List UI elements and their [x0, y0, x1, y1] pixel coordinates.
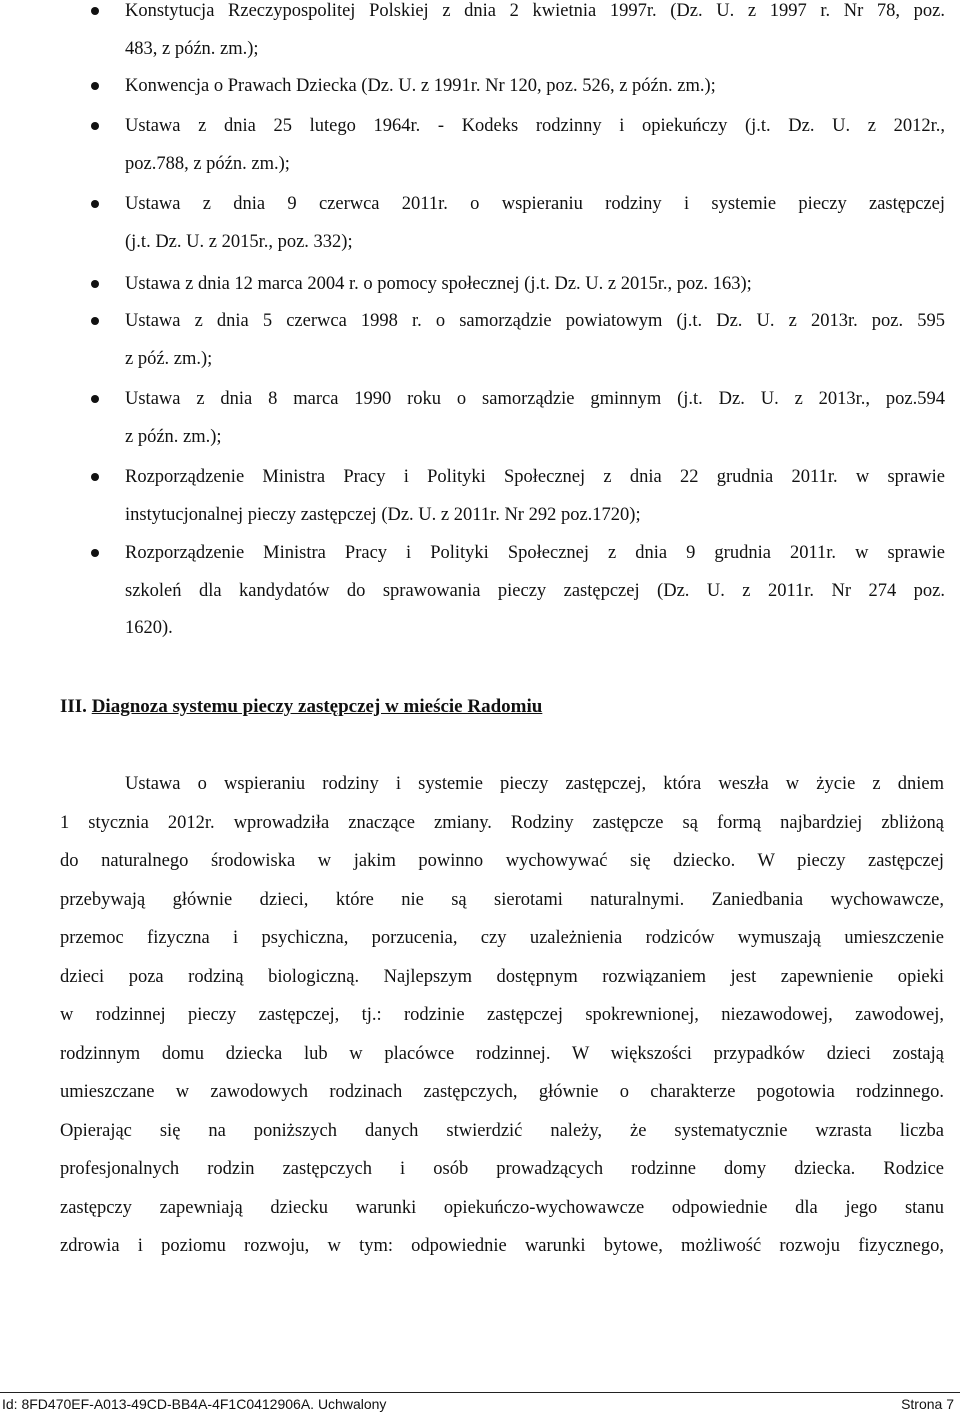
bullet-icon	[91, 7, 99, 15]
list-item-line: szkoleń dla kandydatów do sprawowania pieczy zastępczej (Dz. U. z 2011r. Nr 274 poz.	[125, 580, 945, 601]
section-title: Diagnoza systemu pieczy zastępczej w mieście Radomiu	[91, 696, 543, 717]
paragraph-line: zastępczy zapewniają dziecku warunki opiekuńczo-wychowawcze odpowiednie dla jego stanu	[60, 1197, 944, 1218]
paragraph-line: zdrowia i poziomu rozwoju, w tym: odpowiednie warunki bytowe, możliwość rozwoju fizycznego,	[60, 1236, 944, 1256]
paragraph-line: rodzinnym domu dziecka lub w placówce rodzinnej. W większości przypadków dzieci zostają	[60, 1043, 944, 1064]
footer-divider	[0, 1392, 960, 1393]
list-item	[125, 0, 945, 68]
list-item	[125, 303, 945, 378]
paragraph-line: dzieci poza rodziną biologiczną. Najlepszym dostępnym rozwiązaniem jest zapewnienie opieki	[60, 966, 944, 987]
list-item-line: Rozporządzenie Ministra Pracy i Polityki Społecznej z dnia 9 grudnia 2011r. w sprawie	[125, 543, 945, 563]
list-item	[125, 186, 945, 261]
paragraph-line: profesjonalnych rodzin zastępczych i osób prowadzących rodzinne domy dziecka. Rodzice	[60, 1159, 944, 1179]
page-number: Strona 7	[901, 1396, 954, 1412]
section-heading	[60, 692, 542, 722]
list-item-line: Ustawa z dnia 5 czerwca 1998 r. o samorządzie powiatowym (j.t. Dz. U. z 2013r. poz. 595	[125, 311, 945, 331]
bullet-icon	[91, 200, 99, 208]
bullet-icon	[91, 395, 99, 403]
list-item-line: Ustawa z dnia 9 czerwca 2011r. o wspieraniu rodziny i systemie pieczy zastępczej	[125, 194, 945, 214]
bullet-icon	[91, 317, 99, 325]
list-item-line: poz.788, z późn. zm.);	[125, 153, 290, 174]
bullet-icon	[91, 280, 99, 288]
document-id: Id: 8FD470EF-A013-49CD-BB4A-4F1C0412906A. Uchwalony	[2, 1396, 387, 1412]
list-item-line: z póź. zm.);	[125, 348, 213, 369]
paragraph-line: do naturalnego środowiska w jakim powinno wychowywać się dziecko. W pieczy zastępczej	[60, 851, 944, 871]
paragraph-line: Ustawa o wspieraniu rodziny i systemie pieczy zastępczej, która weszła w życie z dniem	[125, 774, 944, 794]
list-item	[125, 68, 945, 106]
list-item-line: Konstytucja Rzeczypospolitej Polskiej z dnia 2 kwietnia 1997r. (Dz. U. z 1997 r. Nr 78, poz.	[125, 1, 945, 21]
paragraph-line: przemoc fizyczna i psychiczna, porzucenia, czy uzależnienia rodziców wymuszają umieszczenie	[60, 928, 944, 948]
list-item-line: 1620).	[125, 618, 173, 638]
list-item-line: instytucjonalnej pieczy zastępczej (Dz. U. z 2011r. Nr 292 poz.1720);	[125, 504, 641, 525]
bullet-icon	[91, 549, 99, 557]
list-item-line: Ustawa z dnia 8 marca 1990 roku o samorządzie gminnym (j.t. Dz. U. z 2013r., poz.594	[125, 389, 945, 409]
list-item-line: Ustawa z dnia 25 lutego 1964r. - Kodeks rodzinny i opiekuńczy (j.t. Dz. U. z 2012r.,	[125, 116, 945, 136]
paragraph-line: umieszczane w zawodowych rodzinach zastępczych, głównie o charakterze pogotowia rodzinnego.	[60, 1082, 944, 1102]
bullet-icon	[91, 82, 99, 90]
list-item	[125, 108, 945, 183]
list-item-line: (j.t. Dz. U. z 2015r., poz. 332);	[125, 231, 353, 252]
body-paragraph	[60, 765, 944, 1266]
bullet-icon	[91, 122, 99, 130]
paragraph-line: 1 stycznia 2012r. wprowadziła znaczące zmiany. Rodziny zastępcze są formą najbardziej zbliżoną	[60, 812, 944, 833]
paragraph-line: Opierając się na poniższych danych stwierdzić należy, że systematycznie wzrasta liczba	[60, 1120, 944, 1141]
list-item-line: z późn. zm.);	[125, 426, 222, 447]
section-number: III.	[60, 696, 87, 717]
paragraph-line: w rodzinnej pieczy zastępczej, tj.: rodzinie zastępczej spokrewnionej, niezawodowej, zawodowej,	[60, 1005, 944, 1025]
list-item	[125, 266, 945, 304]
list-item-line: Rozporządzenie Ministra Pracy i Polityki Społecznej z dnia 22 grudnia 2011r. w sprawie	[125, 467, 945, 487]
paragraph-line: przebywają głównie dzieci, które nie są sierotami naturalnymi. Zaniedbania wychowawcze,	[60, 889, 944, 910]
list-item-line: Ustawa z dnia 12 marca 2004 r. o pomocy społecznej (j.t. Dz. U. z 2015r., poz. 163);	[125, 274, 752, 294]
list-item	[125, 535, 945, 648]
list-item	[125, 459, 945, 534]
bullet-icon	[91, 473, 99, 481]
list-item-line: Konwencja o Prawach Dziecka (Dz. U. z 1991r. Nr 120, poz. 526, z późn. zm.);	[125, 76, 716, 96]
list-item	[125, 381, 945, 456]
list-item-line: 483, z późn. zm.);	[125, 38, 259, 59]
